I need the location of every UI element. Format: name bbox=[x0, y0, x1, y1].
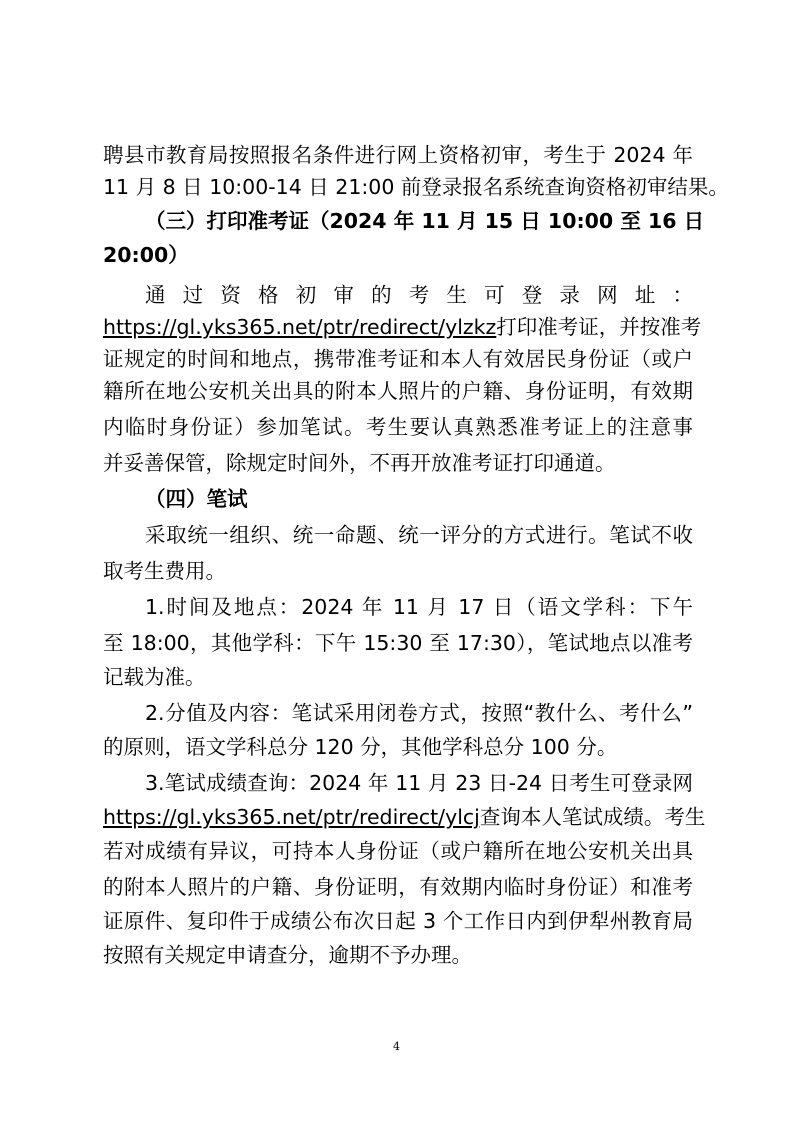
paragraph-line: 通过资格初审的考生可登录网址： bbox=[145, 283, 693, 307]
section-heading-3: （三）打印准考证（2024 年 11 月 15 日 10:00 至 16 日 bbox=[145, 209, 705, 233]
paragraph-text: 打印准考证，并按准考 bbox=[496, 315, 702, 339]
section-heading-4: （四）笔试 bbox=[145, 487, 248, 511]
paragraph-line: 记载为准。 bbox=[103, 665, 206, 689]
score-query-link[interactable]: https://gl.yks365.net/ptr/redirect/ylcj bbox=[103, 805, 480, 829]
paragraph-text: 查询本人笔试成绩。考生 bbox=[479, 805, 706, 829]
admission-ticket-link[interactable]: https://gl.yks365.net/ptr/redirect/ylzkz bbox=[103, 315, 497, 339]
paragraph-line: 1.时间及地点：2024 年 11 月 17 日（语文学科：下午 bbox=[145, 595, 693, 619]
paragraph-line: 聘县市教育局按照报名条件进行网上资格初审，考生于 2024 年 bbox=[103, 143, 693, 167]
page-number: 4 bbox=[393, 1040, 400, 1053]
paragraph-line: 11 月 8 日 10:00-14 日 21:00 前登录报名系统查询资格初审结果。 bbox=[103, 175, 729, 199]
paragraph-line: 2.分值及内容：笔试采用闭卷方式，按照“教什么、考什么” bbox=[145, 701, 693, 725]
paragraph-line: 采取统一组织、统一命题、统一评分的方式进行。笔试不收 bbox=[145, 523, 693, 547]
paragraph-line: 3.笔试成绩查询：2024 年 11 月 23 日-24 日考生可登录网 bbox=[145, 771, 693, 795]
paragraph-line: 证规定的时间和地点，携带准考证和本人有效居民身份证（或户 bbox=[103, 347, 693, 371]
paragraph-line bbox=[103, 312, 702, 342]
paragraph-line: 至 18:00，其他学科：下午 15:30 至 17:30），笔试地点以准考 bbox=[103, 631, 693, 655]
section-heading-3-cont: 20:00） bbox=[103, 243, 189, 267]
paragraph-line: 籍所在地公安机关出具的附本人照片的户籍、身份证明，有效期 bbox=[103, 379, 693, 403]
paragraph-line: 的原则，语文学科总分 120 分，其他学科总分 100 分。 bbox=[103, 735, 618, 759]
paragraph-line: 取考生费用。 bbox=[103, 559, 226, 583]
paragraph-line: 内临时身份证）参加笔试。考生要认真熟悉准考证上的注意事 bbox=[103, 415, 693, 439]
paragraph-line: 若对成绩有异议，可持本人身份证（或户籍所在地公安机关出具 bbox=[103, 839, 693, 863]
paragraph-line: 证原件、复印件于成绩公布次日起 3 个工作日内到伊犁州教育局 bbox=[103, 909, 693, 933]
paragraph-line: 按照有关规定申请查分，逾期不予办理。 bbox=[103, 943, 472, 967]
paragraph-line: 的附本人照片的户籍、身份证明，有效期内临时身份证）和准考 bbox=[103, 875, 693, 899]
paragraph-line bbox=[103, 802, 706, 832]
paragraph-line: 并妥善保管，除规定时间外，不再开放准考证打印通道。 bbox=[103, 451, 616, 475]
